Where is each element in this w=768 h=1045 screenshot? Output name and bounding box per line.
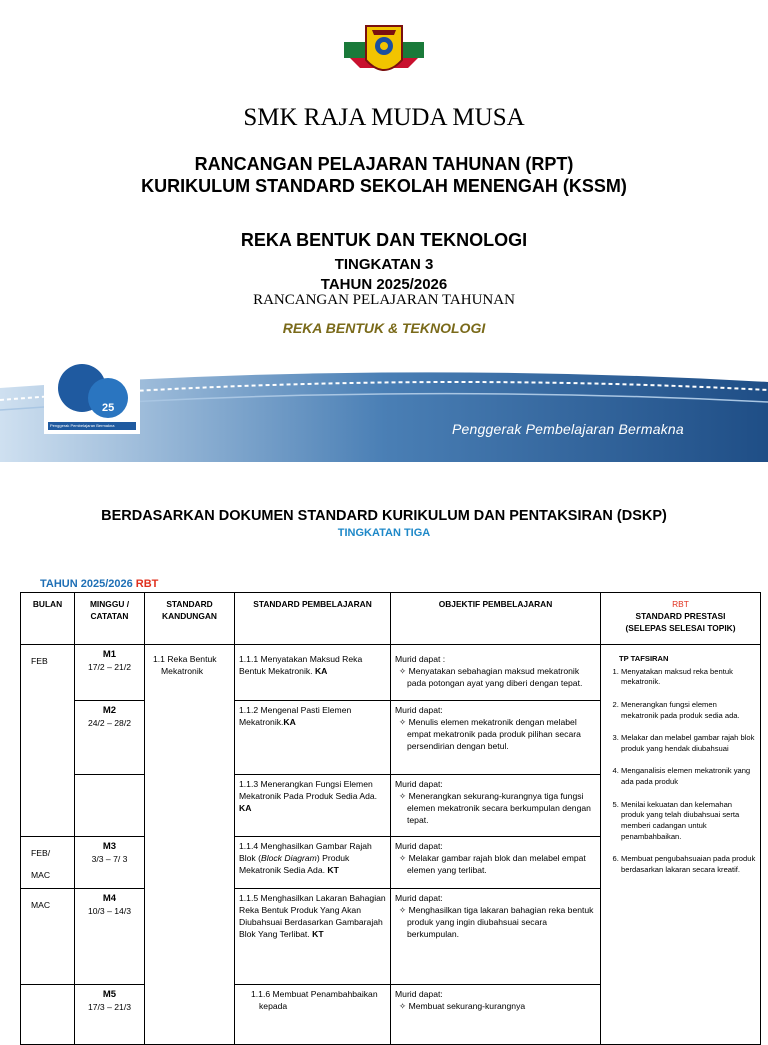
objektif-cell: Murid dapat: ✧ Membuat sekurang-kurangnya	[391, 985, 601, 1045]
tp-item: 4. Menganalisis elemen mekatronik yang ada pada produk	[621, 766, 756, 787]
objektif-cell: Murid dapat: ✧ Menulis elemen mekatronik dengan melabel empat mekatronik pada produk pilihan secara persendirian dengan betul.	[391, 701, 601, 775]
tingkatan-label: TINGKATAN 3	[334, 256, 434, 273]
minggu-cell: M4 10/3 – 14/3	[75, 889, 145, 985]
header-standard-prestasi: RBT STANDARD PRESTASI (SELEPAS SELESAI TOPIK)	[601, 593, 761, 645]
banner-slogan: Penggerak Pembelajaran Bermakna	[452, 421, 684, 437]
header-bulan: BULAN	[21, 593, 75, 645]
banner-graphic	[0, 360, 768, 462]
tp-item: 5. Menilai kekuatan dan kelemahan produk yang telah diubahsuai serta memberi cadangan untuk penambahbaikan.	[621, 800, 756, 843]
bulan-cell: MAC	[21, 889, 75, 985]
subject-title: REKA BENTUK DAN TEKNOLOGI	[240, 230, 528, 250]
table-row	[21, 645, 761, 701]
bulan-cell: FEB	[21, 645, 75, 837]
banner-logo-number: 25	[102, 402, 115, 414]
rpt-serif-title: RANCANGAN PELAJARAN TAHUNAN	[253, 292, 515, 308]
tp-item: 6. Membuat pengubahsuaian pada produk berdasarkan lakaran secara kreatif.	[621, 854, 756, 875]
rpt-title: RANCANGAN PELAJARAN TAHUNAN (RPT)	[194, 154, 574, 174]
standard-pembelajaran-cell: 1.1.2 Mengenal Pasti Elemen Mekatronik.KA	[235, 701, 391, 775]
bulan-cell	[21, 985, 75, 1045]
minggu-cell: M5 17/3 – 21/3	[75, 985, 145, 1045]
standard-pembelajaran-cell: 1.1.6 Membuat Penambahbaikan kepada	[235, 985, 391, 1045]
header-standard-pembelajaran: STANDARD PEMBELAJARAN	[235, 593, 391, 645]
standard-pembelajaran-cell: 1.1.4 Menghasilkan Gambar Rajah Blok (Block Diagram) Produk Mekatronik Sedia Ada. KT	[235, 837, 391, 889]
header-standard-kandungan: STANDARD KANDUNGAN	[145, 593, 235, 645]
minggu-cell: M2 24/2 – 28/2	[75, 701, 145, 775]
minggu-cell: M3 3/3 – 7/ 3	[75, 837, 145, 889]
kssm-title: KURIKULUM STANDARD SEKOLAH MENENGAH (KSSM)	[141, 176, 627, 196]
standard-kandungan-cell: 1.1 Reka Bentuk Mekatronik	[145, 645, 235, 1045]
objektif-cell: Murid dapat : ✧ Menyatakan sebahagian maksud mekatronik pada potongan ayat yang diberi dengan tepat.	[391, 645, 601, 701]
school-crest-logo	[342, 22, 426, 84]
tp-tafsiran-cell: TP TAFSIRAN 1. Menyatakan maksud reka bentuk mekatronik. 2. Menerangkan fungsi elemen mekatronik pada produk sedia ada. 3. Melakar dan melabel gambar rajah blok produk yang hendak diubahsuai 4. Menganalisis elemen mekatronik yang ada pada produk 5. Menilai kekuatan dan kelemahan produk yang telah diubahsuai serta memberi cadangan untuk penambahbaikan. 6. Membuat pengubahsuaian pada produk berdasarkan lakaran secara kreatif.	[601, 645, 761, 1045]
standard-pembelajaran-cell: 1.1.5 Menghasilkan Lakaran Bahagian Reka Bentuk Produk Yang Akan Diubahsuai Berdasarkan Gambarajah Blok Yang Terlibat. KT	[235, 889, 391, 985]
standard-pembelajaran-cell: 1.1.3 Menerangkan Fungsi Elemen Mekatronik Pada Produk Sedia Ada. KA	[235, 775, 391, 837]
tingkatan-tiga-heading: TINGKATAN TIGA	[337, 527, 431, 539]
banner-logo-text: Penggerak Pembelajaran Bermakna	[50, 423, 115, 428]
bulan-cell: FEB/ MAC	[21, 837, 75, 889]
objektif-cell: Murid dapat: ✧ Menerangkan sekurang-kurangnya tiga fungsi elemen mekatronik secara berkumpulan dengan tepat.	[391, 775, 601, 837]
tp-item: 3. Melakar dan melabel gambar rajah blok produk yang hendak diubahsuai	[621, 733, 756, 754]
minggu-cell: M1 17/2 – 21/2	[75, 645, 145, 701]
header-minggu: MINGGU / CATATAN	[75, 593, 145, 645]
header-objektif-pembelajaran: OBJEKTIF PEMBELAJARAN	[391, 593, 601, 645]
table-header-row	[21, 593, 761, 645]
tahun-label: TAHUN 2025/2026	[320, 276, 448, 293]
tp-item: 1. Menyatakan maksud reka bentuk mekatronik.	[621, 667, 756, 688]
year-label: TAHUN 2025/2026 RBT	[40, 578, 159, 590]
rbt-subtitle: REKA BENTUK & TEKNOLOGI	[282, 320, 486, 336]
dskp-heading: BERDASARKAN DOKUMEN STANDARD KURIKULUM DAN PENTAKSIRAN (DSKP)	[101, 508, 667, 524]
minggu-cell	[75, 775, 145, 837]
tp-item: 2. Menerangkan fungsi elemen mekatronik pada produk sedia ada.	[621, 700, 756, 721]
rpt-table	[20, 592, 761, 1045]
standard-pembelajaran-cell: 1.1.1 Menyatakan Maksud Reka Bentuk Mekatronik. KA	[235, 645, 391, 701]
objektif-cell: Murid dapat: ✧ Menghasilkan tiga lakaran bahagian reka bentuk produk yang ingin diubahsuai secara berkumpulan.	[391, 889, 601, 985]
school-name: SMK RAJA MUDA MUSA	[243, 104, 525, 131]
objektif-cell: Murid dapat: ✧ Melakar gambar rajah blok dan melabel empat elemen yang terlibat.	[391, 837, 601, 889]
